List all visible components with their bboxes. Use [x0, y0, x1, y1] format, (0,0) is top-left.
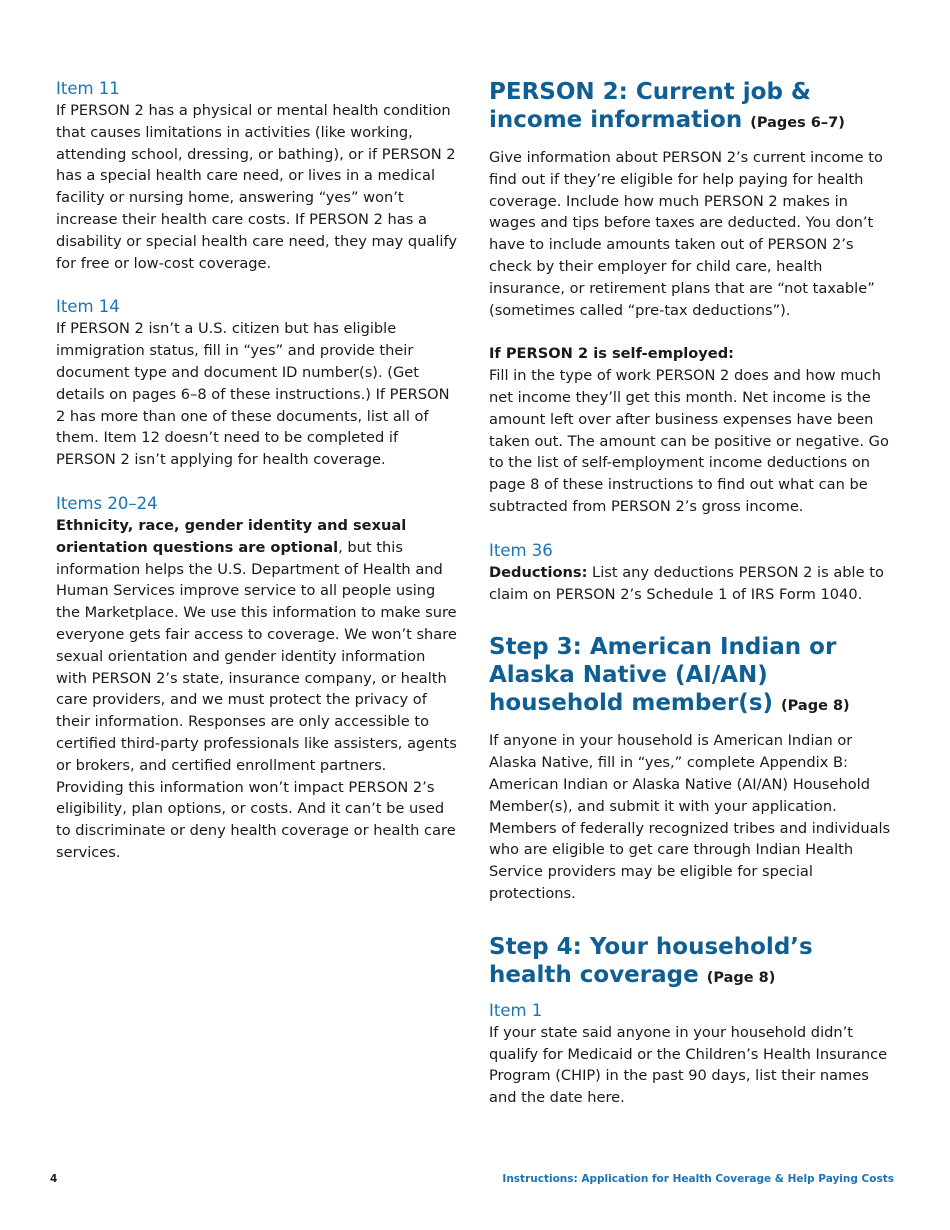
- step-3-heading-rest: American Indian or Alaska Native (AI/AN) household member(s): [489, 634, 837, 717]
- items-20-24-section: [56, 493, 458, 864]
- item-11-section: [56, 78, 458, 274]
- item-11-text: If PERSON 2 has a physical or mental health condition that causes limitations in activities (like working, attending school, dressing, or bathing), or if PERSON 2 has a special health care need, or lives in a medical facility or nursing home, answering “yes” won’t increase their health care costs. If PERSON 2 has a disability or special health care need, they may qualify for free or low-cost coverage.: [56, 102, 458, 272]
- step-3-heading: [489, 633, 897, 720]
- person2-income-heading: [489, 78, 897, 137]
- person2-income-text: Give information about PERSON 2’s current income to find out if they’re eligible for help paying for health coverage. Include how much PERSON 2 makes in wages and tips before taxes are deducted. You don’t have to include amounts taken out of PERSON 2’s check by their employer for child care, health insurance, or retirement plans that are “not taxable” (sometimes called “pre-tax deductions”).: [489, 149, 883, 319]
- item-36-bold-lead: Deductions:: [489, 563, 588, 581]
- footer-title: Instructions: Application for Health Coverage & Help Paying Costs: [502, 1173, 894, 1185]
- item-11-heading: Item 11: [56, 79, 120, 98]
- step-3-section: [489, 633, 897, 904]
- person2-income-heading-rest: Current job & income information: [489, 79, 811, 133]
- item-36-text: [489, 562, 897, 606]
- item-14-heading: Item 14: [56, 297, 120, 317]
- item-36-section: [489, 540, 897, 606]
- item-36-heading: Item 36: [489, 540, 553, 560]
- step-4-heading: [489, 933, 897, 992]
- page-number: 4: [50, 1173, 58, 1185]
- items-20-24-bold-lead: Ethnicity, race, gender identity and sexual orientation questions are optional: [56, 516, 407, 556]
- step-4-heading-rest: Your household’s health coverage: [489, 933, 813, 988]
- person2-income-heading-bold: PERSON 2:: [489, 79, 628, 105]
- item-14-section: [56, 296, 458, 471]
- item-36-body: List any deductions PERSON 2 is able to claim on PERSON 2’s Schedule 1 of IRS Form 1040.: [489, 563, 884, 603]
- person2-income-section: [489, 78, 897, 518]
- self-employed-text: Fill in the type of work PERSON 2 does and how much net income they’ll get this month. Net income is the amount left over after business expenses have been taken out. The amount can be positive or negative. Go to the list of self-employment income deductions on page 8 of these instructions to find out what can be subtracted from PERSON 2’s gross income.: [489, 367, 889, 515]
- step-3-heading-bold: Step 3:: [489, 634, 582, 661]
- items-20-24-body: , but this information helps the U.S. Department of Health and Human Services improve service to all people using the Marketplace. We use this information to make sure everyone gets fair access to coverage. We won’t share sexual orientation and gender identity information with PERSON 2’s state, insurance company, or health care providers, and we must protect the privacy of their information. Responses are only accessible to certified third-party professionals like assisters, agents or brokers, and certified enrollment partners. Providing this information won’t impact PERSON 2’s eligibility, plan options, or costs. And it can’t be used to discriminate or deny health coverage or health care services.: [56, 538, 457, 861]
- step-4-heading-bold: Step 4:: [489, 933, 582, 960]
- person2-income-pages: (Pages 6–7): [750, 115, 845, 131]
- right-column: [489, 78, 897, 1109]
- step-4-item-1-text: If your state said anyone in your household didn’t qualify for Medicaid or the Children’s Health Insurance Program (CHIP) in the past 90 days, list their names and the date here.: [489, 1023, 888, 1107]
- self-employed-heading: If PERSON 2 is self-employed:: [489, 345, 734, 363]
- step-3-pages: (Page 8): [781, 698, 850, 715]
- item-14-text: If PERSON 2 isn’t a U.S. citizen but has eligible immigration status, fill in “yes” and provide their document type and document ID number(s). (Get details on pages 6–8 of these instructions.) If PERSON 2 has more than one of these documents, list all of them. Item 12 doesn’t need to be completed if PERSON 2 isn’t applying for health coverage.: [56, 320, 450, 469]
- left-column: [56, 78, 458, 864]
- step-4-section: [489, 933, 897, 1109]
- step-4-pages: (Page 8): [706, 969, 776, 986]
- items-20-24-text: [56, 515, 458, 864]
- items-20-24-heading: Items 20–24: [56, 493, 158, 513]
- step-3-text: If anyone in your household is American Indian or Alaska Native, fill in “yes,” complete Appendix B: American Indian or Alaska Native (AI/AN) Household Member(s), and submit it with your application. Members of federally recognized tribes and individuals who are eligible to get care through Indian Health Service providers may be eligible for special protections.: [489, 732, 891, 902]
- step-4-item-1-heading: Item 1: [489, 1000, 543, 1020]
